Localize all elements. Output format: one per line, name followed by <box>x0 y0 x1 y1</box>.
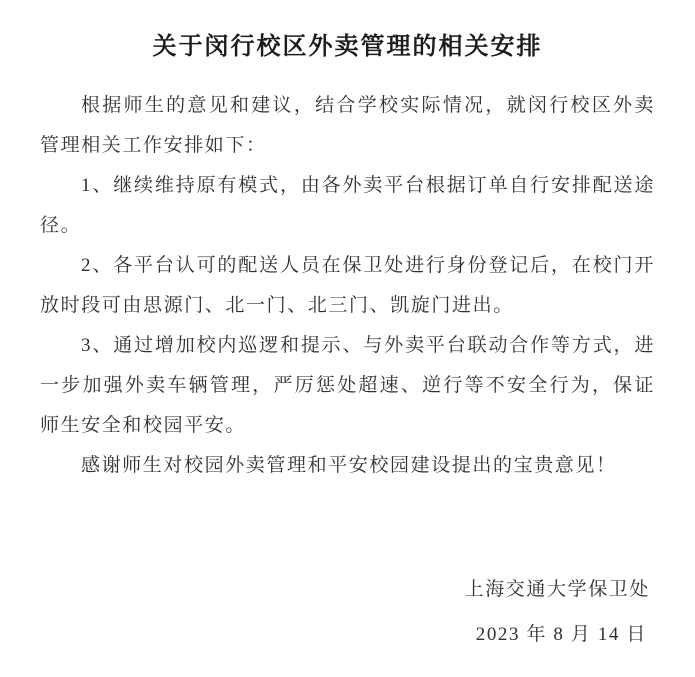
document-title: 关于闵行校区外卖管理的相关安排 <box>152 33 543 60</box>
document-body <box>40 86 655 486</box>
intro-paragraph: 根据师生的意见和建议，结合学校实际情况，就闵行校区外卖管理相关工作安排如下： <box>40 95 655 156</box>
signature: 上海交通大学保卫处 <box>464 579 650 600</box>
date: 2023 年 8 月 14 日 <box>475 624 647 645</box>
closing-paragraph: 感谢师生对校园外卖管理和平安校园建设提出的宝贵意见！ <box>81 455 617 476</box>
item-3-paragraph: 3、通过增加校内巡逻和提示、与外卖平台联动合作等方式，进一步加强外卖车辆管理，严厉惩处超速、逆行等不安全行为，保证师生安全和校园平安。 <box>40 335 655 436</box>
item-1-paragraph: 1、继续维持原有模式，由各外卖平台根据订单自行安排配送途径。 <box>40 175 655 236</box>
signature-block <box>40 570 655 655</box>
item-2-paragraph: 2、各平台认可的配送人员在保卫处进行身份登记后，在校门开放时段可由思源门、北一门、北三门、凯旋门进出。 <box>40 255 655 316</box>
